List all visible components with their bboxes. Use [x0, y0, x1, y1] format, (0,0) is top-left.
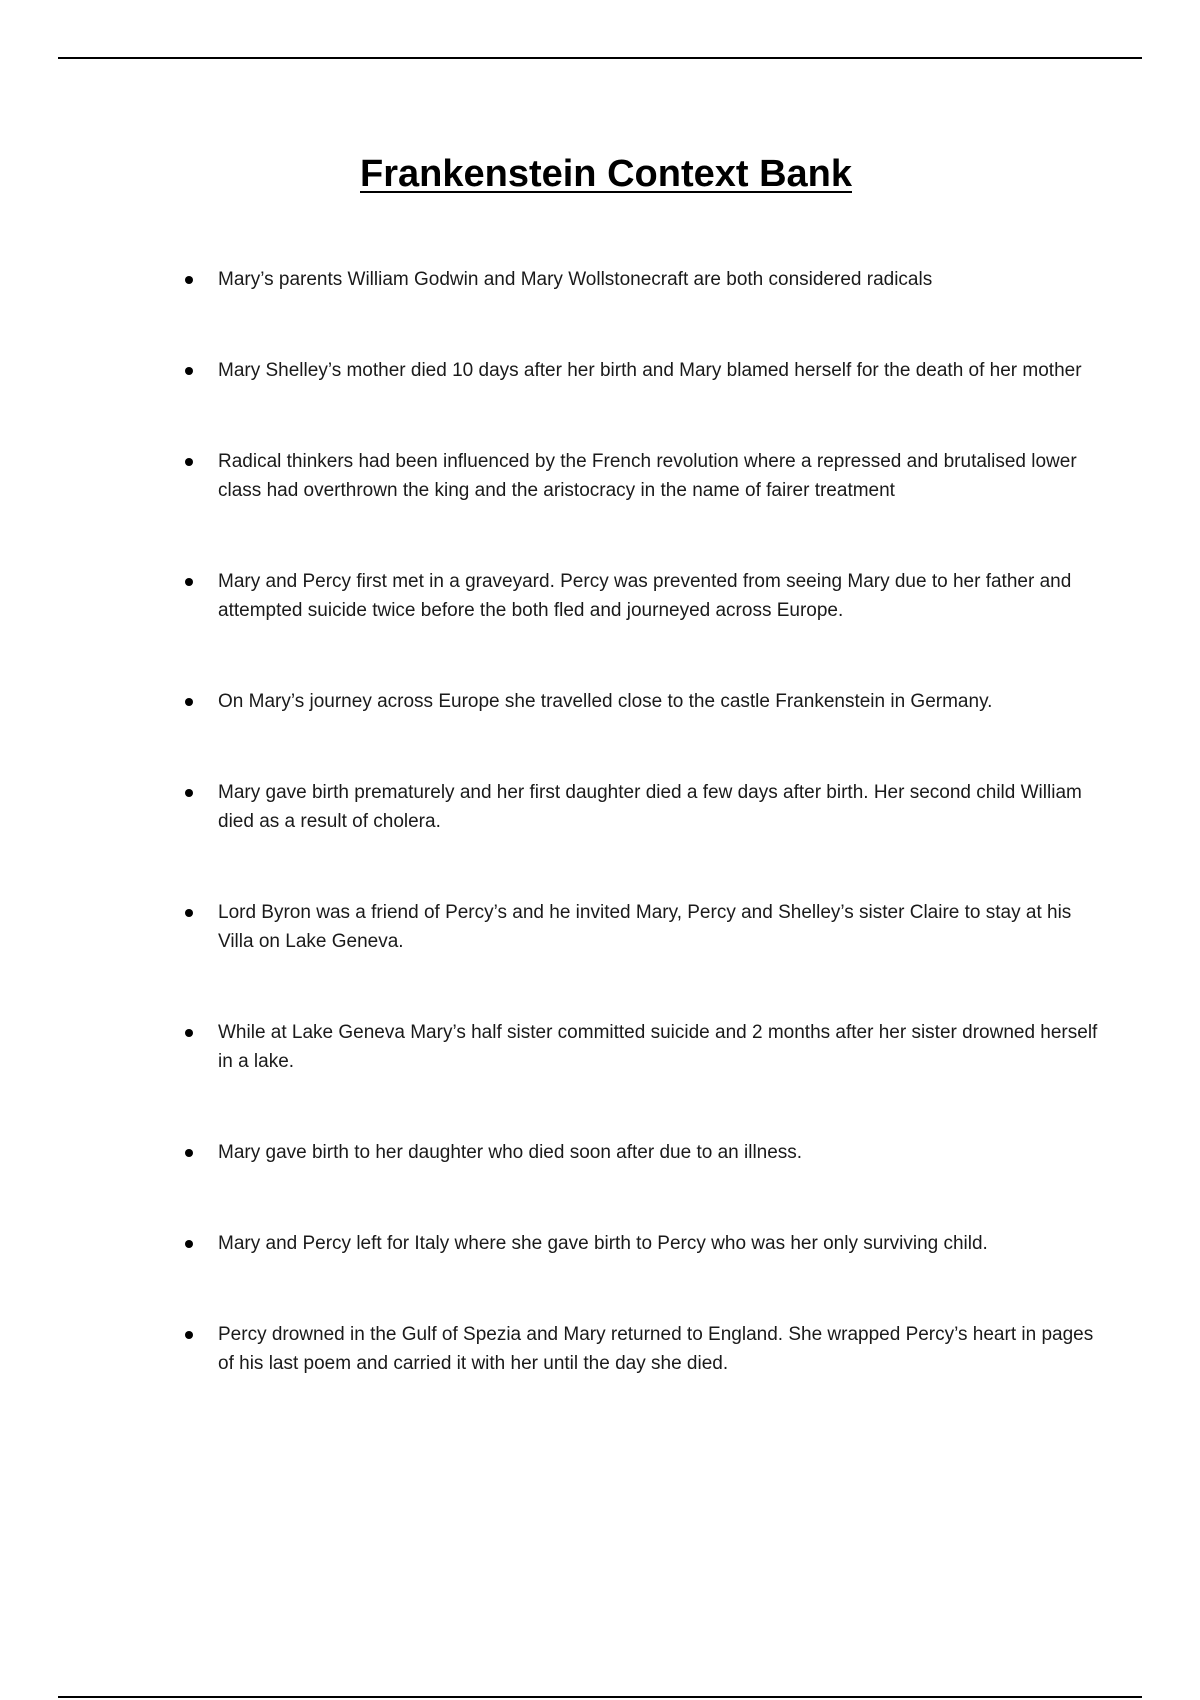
context-bullet-list	[218, 265, 1098, 1378]
bullet-text-9: Mary gave birth to her daughter who died soon after due to an illness.	[218, 1142, 803, 1163]
bullet-text-7: Lord Byron was a friend of Percy’s and he invited Mary, Percy and Shelley’s sister Claire to stay at his Villa on Lake Geneva.	[218, 902, 1072, 952]
footer-rule	[58, 1696, 1142, 1698]
bullet-text-3: Radical thinkers had been influenced by the French revolution where a repressed and brutalised lower class had overthrown the king and the aristocracy in the name of fairer treatment	[218, 451, 1077, 501]
bullet-item-5	[218, 687, 1098, 716]
bullet-item-4	[218, 567, 1098, 625]
header-rule	[58, 57, 1142, 59]
bullet-text-10: Mary and Percy left for Italy where she gave birth to Percy who was her only surviving child.	[218, 1233, 988, 1254]
page-title	[0, 150, 1200, 198]
bullet-item-2	[218, 356, 1098, 385]
bullet-text-4: Mary and Percy first met in a graveyard. Percy was prevented from seeing Mary due to her father and attempted suicide twice before the both fled and journeyed across Europe.	[218, 571, 1072, 621]
bullet-item-9	[218, 1138, 1098, 1167]
bullet-item-6	[218, 778, 1098, 836]
bullet-text-5: On Mary’s journey across Europe she travelled close to the castle Frankenstein in Germany.	[218, 691, 993, 712]
bullet-text-1: Mary’s parents William Godwin and Mary Wollstonecraft are both considered radicals	[218, 269, 933, 290]
bullet-item-1	[218, 265, 1098, 294]
bullet-item-7	[218, 898, 1098, 956]
page-title-text: Frankenstein Context Bank	[360, 153, 852, 195]
bullet-text-2: Mary Shelley’s mother died 10 days after her birth and Mary blamed herself for the death of her mother	[218, 360, 1082, 381]
bullet-text-8: While at Lake Geneva Mary’s half sister committed suicide and 2 months after her sister drowned herself in a lake.	[218, 1022, 1098, 1072]
bullet-item-3	[218, 447, 1098, 505]
bullet-text-6: Mary gave birth prematurely and her first daughter died a few days after birth. Her second child William died as a result of cholera.	[218, 782, 1082, 832]
bullet-item-10	[218, 1229, 1098, 1258]
bullet-item-8	[218, 1018, 1098, 1076]
bullet-text-11: Percy drowned in the Gulf of Spezia and Mary returned to England. She wrapped Percy’s heart in pages of his last poem and carried it with her until the day she died.	[218, 1324, 1094, 1374]
bullet-item-11	[218, 1320, 1098, 1378]
